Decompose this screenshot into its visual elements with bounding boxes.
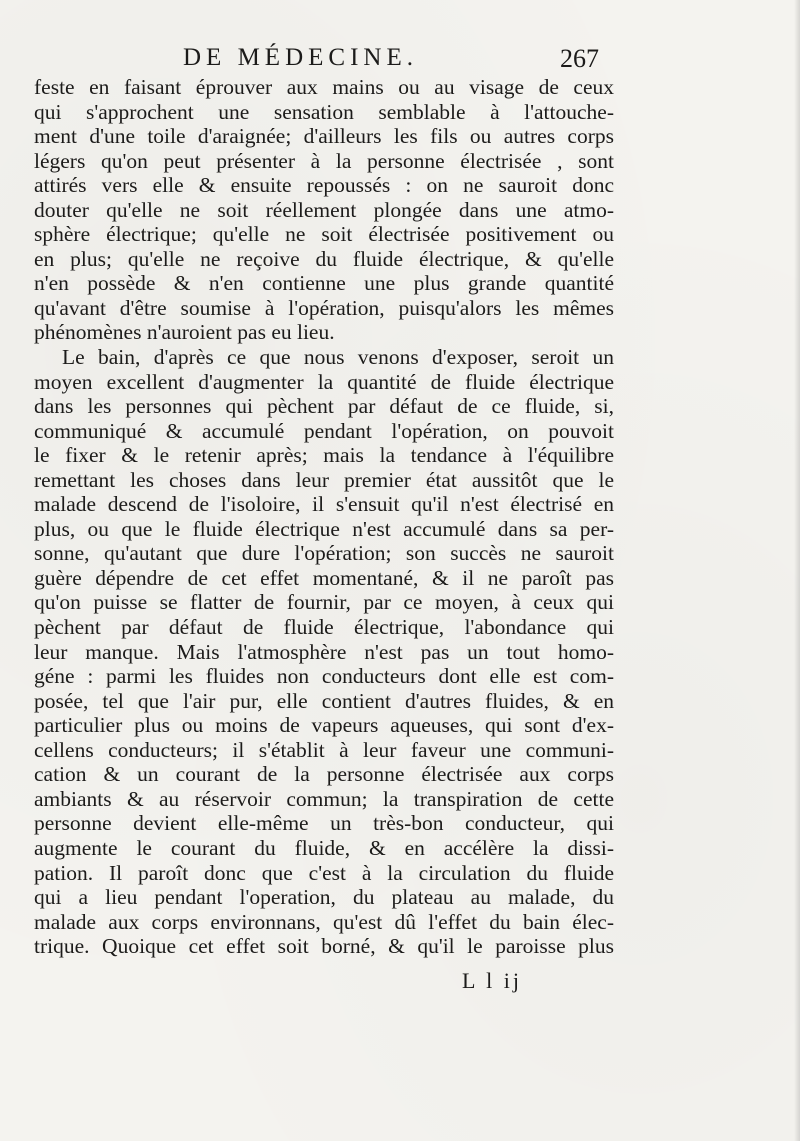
text-line: ment d'une toile d'araignée; d'ailleurs les fils ou autres corps — [34, 124, 614, 149]
text-line: légers qu'on peut présenter à la personne électrisée , sont — [34, 148, 614, 173]
text-line: sphère électrique; qu'elle ne soit électrisée positivement ou — [34, 222, 614, 247]
text-line: sonne, qu'autant que dure l'opération; son succès ne sauroit — [34, 541, 614, 566]
text-line: pation. Il paroît donc que c'est à la circulation du fluide — [34, 860, 614, 885]
running-head: DE MÉDECINE. — [183, 44, 418, 71]
text-line: cation & un courant de la personne électrisée aux corps — [34, 762, 614, 787]
text-line: qu'avant d'être soumise à l'opération, puisqu'alors les mêmes — [34, 295, 614, 320]
text-line: personne devient elle-même un très-bon conducteur, qui — [34, 811, 614, 836]
text-line: n'en possède & n'en contienne une plus grande quantité — [34, 271, 614, 296]
text-line: leur manque. Mais l'atmosphère n'est pas un tout homo- — [34, 639, 614, 664]
signature-mark: L l ij — [462, 968, 522, 993]
text-line: pèchent par défaut de fluide électrique, l'abondance qui — [34, 615, 614, 640]
text-line: guère dépendre de cet effet momentané, & il ne paroît pas — [34, 565, 614, 590]
text-line: feste en faisant éprouver aux mains ou au visage de ceux — [34, 75, 614, 99]
text-line: phénomènes n'auroient pas eu lieu. — [34, 320, 335, 345]
text-line: dans les personnes qui pèchent par défaut de ce fluide, si, — [34, 394, 614, 419]
text-line: en plus; qu'elle ne reçoive du fluide électrique, & qu'elle — [34, 246, 614, 271]
text-line: géne : parmi les fluides non conducteurs dont elle est com- — [34, 664, 614, 689]
text-line: cellens conducteurs; il s'établit à leur faveur une communi- — [34, 737, 614, 762]
text-line: le fixer & le retenir après; mais la tendance à l'équilibre — [34, 443, 614, 468]
text-line: ambiants & au réservoir commun; la transpiration de cette — [34, 786, 614, 811]
page-number: 267 — [560, 44, 599, 73]
text-line: posée, tel que l'air pur, elle contient d'autres fluides, & en — [34, 688, 614, 713]
text-line: plus, ou que le fluide électrique n'est accumulé dans sa per- — [34, 516, 614, 541]
text-line: particulier plus ou moins de vapeurs aqueuses, qui sont d'ex- — [34, 713, 614, 738]
text-line: qu'on puisse se flatter de fournir, par ce moyen, à ceux qui — [34, 590, 614, 615]
text-line: qui s'approchent une sensation semblable à l'attouche- — [34, 99, 614, 124]
page-edge-shadow — [794, 0, 800, 1141]
text-line: qui a lieu pendant l'operation, du plateau au malade, du — [34, 885, 614, 910]
text-line: trique. Quoique cet effet soit borné, & qu'il le paroisse plus — [34, 934, 614, 959]
text-line: malade aux corps environnans, qu'est dû l'effet du bain élec- — [34, 909, 614, 934]
body-text — [34, 75, 614, 959]
text-line: Le bain, d'après ce que nous venons d'exposer, seroit un — [62, 345, 614, 370]
text-line: communiqué & accumulé pendant l'opération, on pouvoit — [34, 418, 614, 443]
text-line: douter qu'elle ne soit réellement plongée dans une atmo- — [34, 197, 614, 222]
text-line: augmente le courant du fluide, & en accélère la dissi- — [34, 835, 614, 860]
text-line: attirés vers elle & ensuite repoussés : on ne sauroit donc — [34, 173, 614, 198]
text-line: malade descend de l'isoloire, il s'ensuit qu'il n'est électrisé en — [34, 492, 614, 517]
text-line: remettant les choses dans leur premier état aussitôt que le — [34, 467, 614, 492]
text-line: moyen excellent d'augmenter la quantité de fluide électrique — [34, 369, 614, 394]
